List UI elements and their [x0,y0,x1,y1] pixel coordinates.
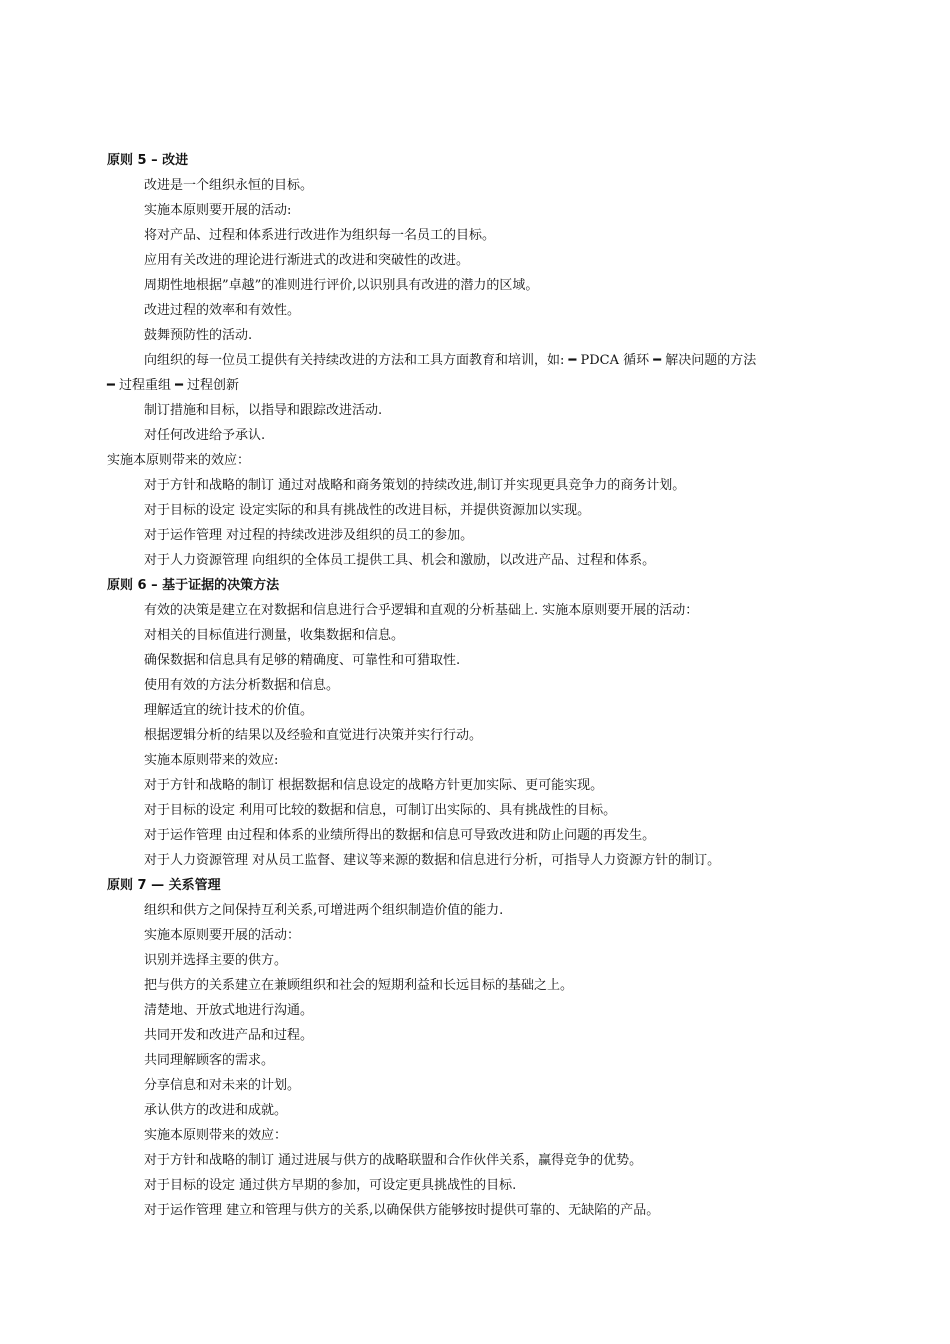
text-line: 将对产品、过程和体系进行改进作为组织每一名员工的目标。 [144,228,496,243]
text-line: 对于人力资源管理 对从员工监督、建议等来源的数据和信息进行分析，可指导人力资源方针的制订。 [144,853,721,868]
text-line: 向组织的每一位员工提供有关持续改进的方法和工具方面教育和培训，如: ━ PDCA 循环 ━ 解决问题的方法 [144,353,757,368]
text-line: 对于方针和战略的制订 根据数据和信息设定的战略方针更加实际、更可能实现。 [144,778,604,793]
text-line: 改进是一个组织永恒的目标。 [144,178,314,193]
text-line: 对于运作管理 由过程和体系的业绩所得出的数据和信息可导致改进和防止问题的再发生。 [144,828,656,843]
section-6-heading: 原则 6 – 基于证据的决策方法 [107,578,280,593]
text-line: 有效的决策是建立在对数据和信息进行合乎逻辑和直观的分析基础上. 实施本原则要开展的活动： [144,603,699,618]
text-line: 应用有关改进的理论进行渐进式的改进和突破性的改进。 [144,253,470,268]
text-line: 对于目标的设定 利用可比较的数据和信息，可制订出实际的、具有挑战性的目标。 [144,803,617,818]
text-line: 实施本原则要开展的活动： [144,928,301,943]
text-line: 周期性地根据”卓越”的准则进行评价,以识别具有改进的潜力的区域。 [144,278,539,293]
text-line: 清楚地、开放式地进行沟通。 [144,1003,314,1018]
text-line: 理解适宜的统计技术的价值。 [144,703,314,718]
text-line: 实施本原则带来的效应: [144,753,279,768]
text-line: 改进过程的效率和有效性。 [144,303,301,318]
text-line: ━ 过程重组 ━ 过程创新 [107,378,240,393]
text-line: 共同理解顾客的需求。 [144,1053,275,1068]
text-line: 承认供方的改进和成就。 [144,1103,288,1118]
text-line: 识别并选择主要的供方。 [144,953,288,968]
text-line: 对相关的目标值进行测量，收集数据和信息。 [144,628,405,643]
text-line: 鼓舞预防性的活动. [144,328,253,343]
text-line: 对于运作管理 建立和管理与供方的关系,以确保供方能够按时提供可靠的、无缺陷的产品。 [144,1203,660,1218]
text-line: 对于目标的设定 设定实际的和具有挑战性的改进目标，并提供资源加以实现。 [144,503,591,518]
text-line: 对于方针和战略的制订 通过进展与供方的战略联盟和合作伙伴关系，赢得竞争的优势。 [144,1153,643,1168]
text-line: 分享信息和对未来的计划。 [144,1078,301,1093]
text-line: 对于运作管理 对过程的持续改进涉及组织的员工的参加。 [144,528,474,543]
text-line: 对于人力资源管理 向组织的全体员工提供工具、机会和激励，以改进产品、过程和体系。 [144,553,656,568]
text-line: 对于目标的设定 通过供方早期的参加，可设定更具挑战性的目标. [144,1178,517,1193]
text-line: 确保数据和信息具有足够的精确度、可靠性和可猎取性. [144,653,461,668]
text-line: 制订措施和目标，以指导和跟踪改进活动. [144,403,383,418]
text-line: 共同开发和改进产品和过程。 [144,1028,314,1043]
text-line: 使用有效的方法分析数据和信息。 [144,678,340,693]
text-line: 根据逻辑分析的结果以及经验和直觉进行决策并实行行动。 [144,728,483,743]
text-line: 实施本原则带来的效应： [144,1128,288,1143]
text-line: 对任何改进给予承认. [144,428,266,443]
text-line: 实施本原则要开展的活动: [144,203,292,218]
text-line: 把与供方的关系建立在兼顾组织和社会的短期利益和长远目标的基础之上。 [144,978,574,993]
text-line: 对于方针和战略的制订 通过对战略和商务策划的持续改进,制订并实现更具竞争力的商务计划。 [144,478,686,493]
text-line: 实施本原则带来的效应： [107,453,251,468]
section-5-heading: 原则 5 – 改进 [107,153,189,168]
text-line: 组织和供方之间保持互利关系,可增进两个组织制造价值的能力. [144,903,504,918]
section-7-heading: 原则 7 — 关系管理 [107,878,221,893]
